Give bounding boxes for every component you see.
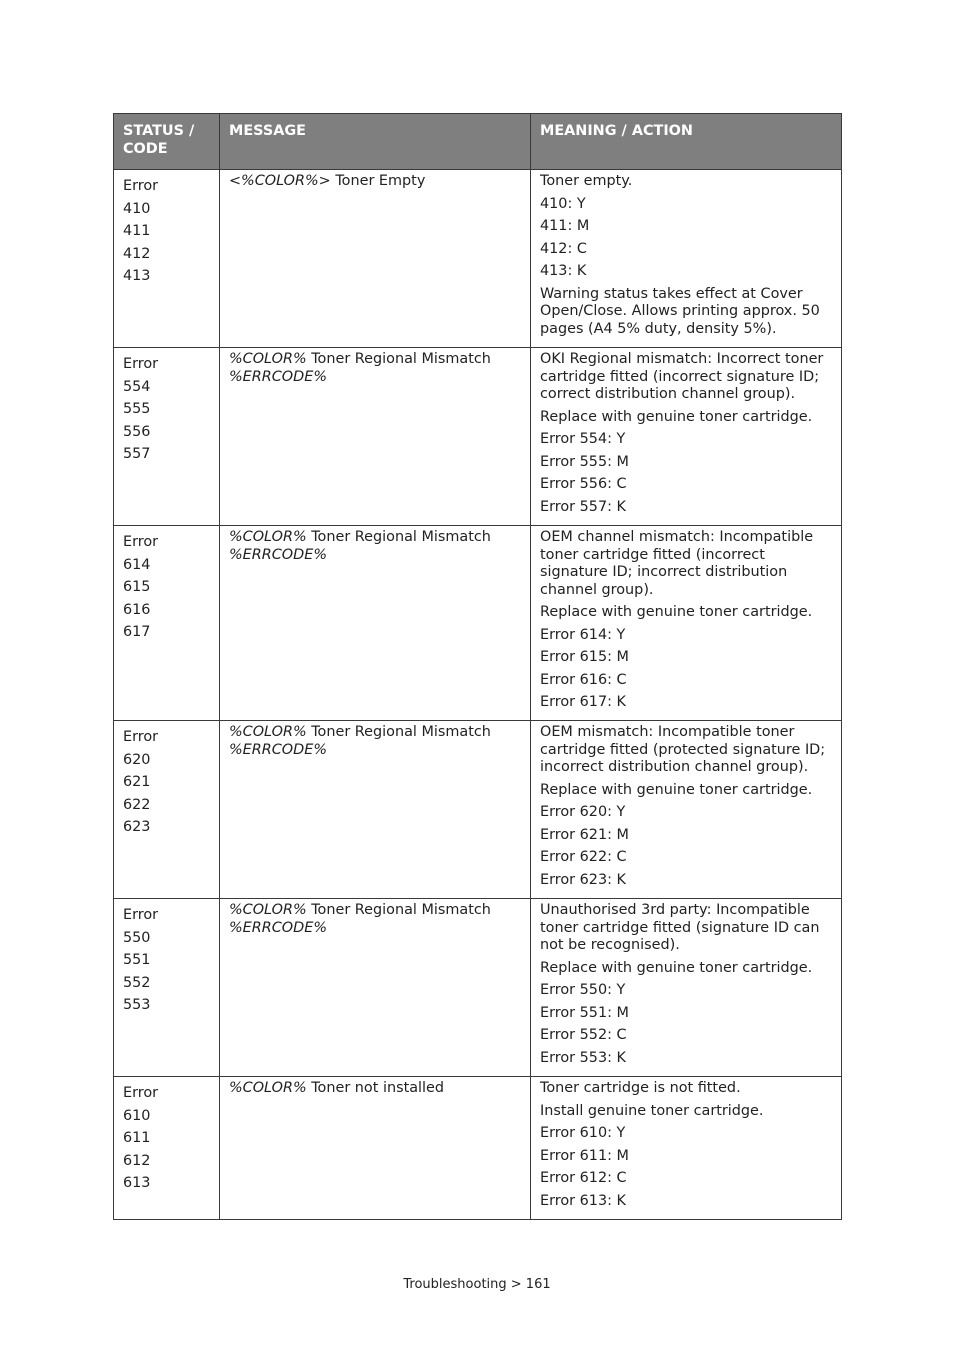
message-variable: %COLOR% — [229, 724, 307, 740]
header-message: MESSAGE — [220, 114, 531, 170]
meaning-paragraph: Error 612: C — [540, 1170, 627, 1186]
meaning-paragraph: OKI Regional mismatch: Incorrect toner cartridge fitted (incorrect signature ID; correct distribution channel group). — [540, 351, 824, 402]
meaning-paragraph: Error 615: M — [540, 649, 629, 665]
message-variable: <%COLOR%> — [229, 173, 331, 189]
table-row — [114, 899, 842, 1077]
meaning-paragraph: Error 613: K — [540, 1192, 626, 1209]
table-row — [114, 348, 842, 526]
status-code-cell — [114, 899, 220, 1077]
status-code-line: 552 — [123, 974, 151, 991]
meaning-paragraph: Error 550: Y — [540, 982, 626, 998]
message-cell — [220, 721, 531, 899]
status-code-line: 555 — [123, 401, 151, 417]
meaning-paragraph: Error 621: M — [540, 826, 629, 843]
meaning-paragraph: Error 623: K — [540, 871, 626, 888]
status-code-line: 622 — [123, 796, 151, 813]
status-code-cell — [114, 1077, 220, 1220]
meaning-paragraph: OEM mismatch: Incompatible toner cartridge fitted (protected signature ID; incorrect distribution channel group). — [540, 724, 826, 775]
meaning-paragraph: Replace with genuine toner cartridge. — [540, 408, 813, 425]
status-code-line: 614 — [123, 556, 151, 573]
meaning-paragraph: Error 557: K — [540, 498, 626, 515]
header-status-line2: CODE — [123, 140, 168, 157]
message-cell — [220, 1077, 531, 1220]
status-code-line: Error — [123, 178, 159, 194]
meaning-paragraph: Replace with genuine toner cartridge. — [540, 604, 813, 620]
status-code-line: 612 — [123, 1152, 151, 1169]
status-code-line: 621 — [123, 774, 151, 790]
message-variable: %COLOR% — [229, 351, 307, 367]
message-variable: %COLOR% — [229, 902, 307, 918]
status-code-cell — [114, 526, 220, 721]
status-code-cell — [114, 348, 220, 526]
message-variable: %COLOR% — [229, 1080, 307, 1096]
status-code-cell — [114, 170, 220, 348]
message-cell — [220, 899, 531, 1077]
meaning-paragraph: 411: M — [540, 218, 590, 234]
table-row — [114, 721, 842, 899]
message-errcode: %ERRCODE% — [229, 919, 327, 936]
status-code-line: 620 — [123, 751, 151, 768]
status-code-line: 615 — [123, 579, 151, 595]
table-header — [114, 114, 842, 170]
meaning-paragraph: 410: Y — [540, 195, 586, 212]
status-code-line: 617 — [123, 624, 151, 640]
meaning-paragraph: Toner cartridge is not fitted. — [540, 1080, 741, 1096]
header-status-line1: STATUS / — [123, 123, 195, 139]
meaning-paragraph: Error 622: C — [540, 849, 627, 865]
status-code-line: 554 — [123, 378, 151, 395]
message-text: Toner Regional Mismatch — [306, 351, 491, 367]
message-text: Toner Regional Mismatch — [306, 529, 491, 545]
meaning-paragraph: Error 620: Y — [540, 804, 626, 820]
meaning-paragraph: Error 552: C — [540, 1027, 627, 1043]
meaning-paragraph: Warning status takes effect at Cover Open/Close. Allows printing approx. 50 pages (A4 5% duty, density 5%). — [540, 285, 820, 337]
status-code-line: 623 — [123, 819, 151, 835]
meaning-paragraph: OEM channel mismatch: Incompatible toner cartridge fitted (incorrect signature ID; incorrect distribution channel group). — [540, 529, 814, 598]
status-code-line: 613 — [123, 1175, 151, 1191]
meaning-paragraph: Error 555: M — [540, 453, 629, 470]
meaning-paragraph: Error 614: Y — [540, 626, 626, 643]
status-code-line: 411 — [123, 223, 151, 239]
table-row — [114, 1077, 842, 1220]
message-variable: %COLOR% — [229, 529, 307, 545]
meaning-action-cell — [531, 899, 842, 1077]
meaning-paragraph: Error 617: K — [540, 694, 626, 710]
status-code-line: 412 — [123, 245, 151, 262]
meaning-paragraph: 412: C — [540, 240, 587, 257]
status-code-line: 616 — [123, 601, 151, 618]
meaning-paragraph: Error 554: Y — [540, 431, 626, 447]
table-row — [114, 526, 842, 721]
status-code-line: 557 — [123, 446, 151, 462]
status-code-line: 413 — [123, 268, 151, 284]
message-errcode: %ERRCODE% — [229, 546, 327, 563]
meaning-action-cell — [531, 348, 842, 526]
status-code-line: Error — [123, 1085, 159, 1101]
meaning-paragraph: Error 556: C — [540, 476, 627, 492]
message-cell — [220, 348, 531, 526]
meaning-paragraph: Replace with genuine toner cartridge. — [540, 781, 813, 798]
meaning-paragraph: Toner empty. — [540, 173, 633, 189]
page-footer: Troubleshooting > 161 — [403, 1277, 551, 1292]
status-code-line: 553 — [123, 997, 151, 1013]
error-code-table — [113, 113, 842, 1220]
meaning-paragraph: Error 611: M — [540, 1147, 629, 1164]
meaning-action-cell — [531, 1077, 842, 1220]
message-errcode: %ERRCODE% — [229, 741, 327, 758]
status-code-line: Error — [123, 534, 159, 550]
message-errcode: %ERRCODE% — [229, 368, 327, 385]
meaning-paragraph: Error 553: K — [540, 1049, 626, 1066]
status-code-line: 551 — [123, 952, 151, 968]
message-text: Toner not installed — [306, 1080, 445, 1096]
message-text: Toner Empty — [330, 173, 426, 189]
status-code-line: 610 — [123, 1107, 151, 1124]
meaning-paragraph: Error 610: Y — [540, 1125, 626, 1141]
meaning-paragraph: Error 616: C — [540, 671, 627, 688]
status-code-line: 550 — [123, 929, 151, 946]
meaning-paragraph: Install genuine toner cartridge. — [540, 1102, 764, 1119]
message-text: Toner Regional Mismatch — [306, 724, 491, 740]
header-status-code — [114, 114, 220, 170]
meaning-action-cell — [531, 721, 842, 899]
status-code-line: Error — [123, 729, 159, 745]
table-row — [114, 170, 842, 348]
meaning-action-cell — [531, 526, 842, 721]
message-cell — [220, 526, 531, 721]
meaning-paragraph: Replace with genuine toner cartridge. — [540, 959, 813, 976]
message-text: Toner Regional Mismatch — [306, 902, 491, 918]
status-code-line: Error — [123, 356, 159, 372]
meaning-paragraph: Error 551: M — [540, 1004, 629, 1021]
meaning-action-cell — [531, 170, 842, 348]
meaning-paragraph: 413: K — [540, 263, 587, 279]
status-code-cell — [114, 721, 220, 899]
table-body — [114, 170, 842, 1220]
message-cell — [220, 170, 531, 348]
status-code-line: 556 — [123, 423, 151, 440]
status-code-line: 611 — [123, 1130, 151, 1146]
status-code-line: 410 — [123, 200, 151, 217]
status-code-line: Error — [123, 907, 159, 923]
header-meaning-action: MEANING / ACTION — [531, 114, 842, 170]
meaning-paragraph: Unauthorised 3rd party: Incompatible toner cartridge fitted (signature ID can not be recognised). — [540, 902, 820, 953]
